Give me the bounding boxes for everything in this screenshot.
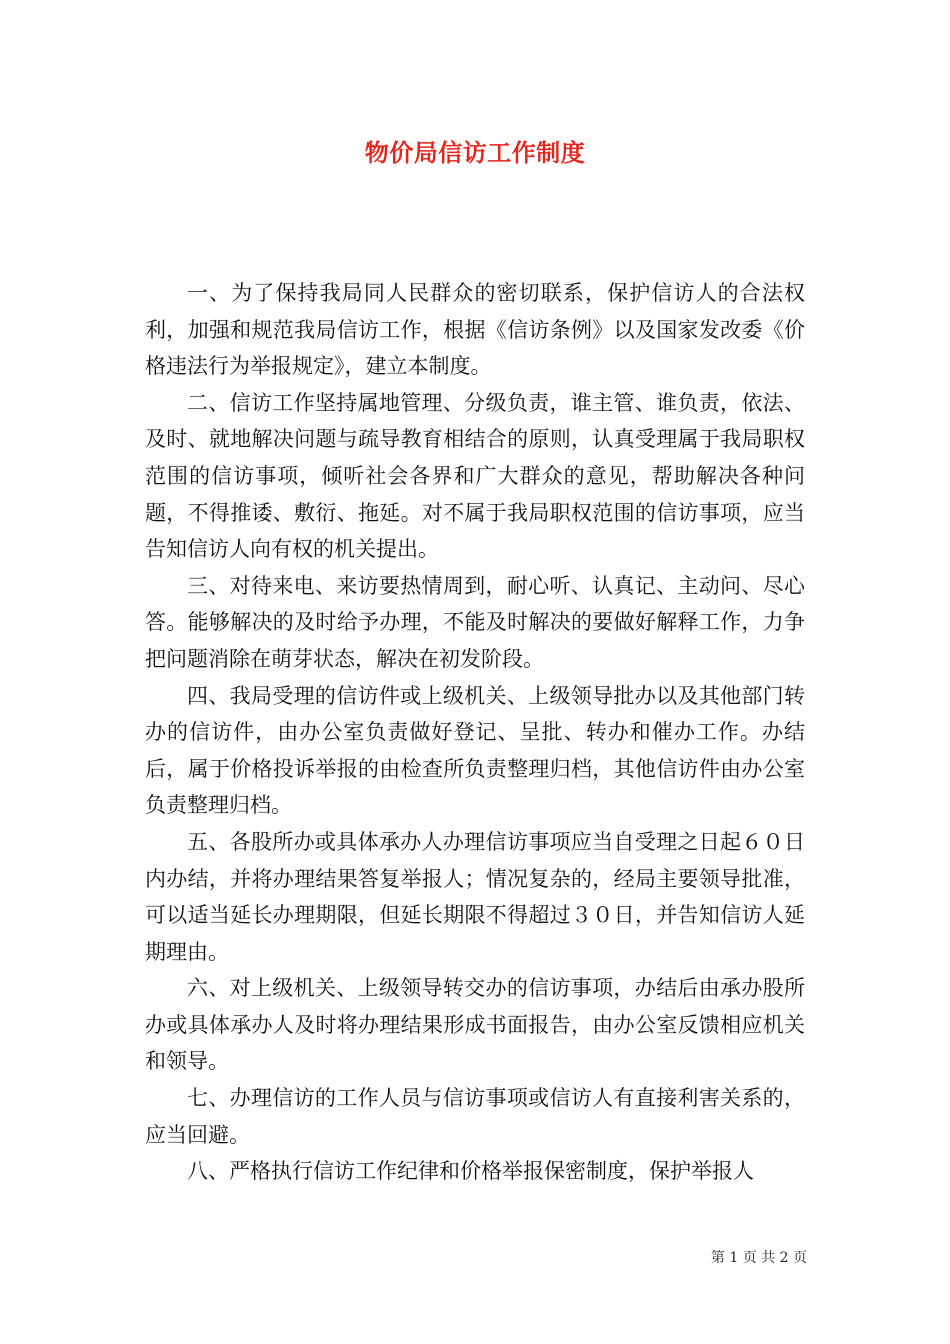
paragraph-4: 四、我局受理的信访件或上级机关、上级领导批办以及其他部门转办的信访件，由办公室负责做好登记、呈批、转办和催办工作。办结后，属于价格投诉举报的由检查所负责整理归档，其他信访件由办公室负责整理归档。 (145, 683, 805, 818)
page-number-footer: 第 1 页 共 2 页 (710, 1250, 807, 1266)
paragraph-7: 七、办理信访的工作人员与信访事项或信访人有直接利害关系的，应当回避。 (145, 1086, 805, 1147)
document-title: 物价局信访工作制度 (364, 138, 586, 167)
paragraph-6: 六、对上级机关、上级领导转交办的信访事项，办结后由承办股所办或具体承办人及时将办理结果形成书面报告，由办公室反馈相应机关和领导。 (145, 976, 805, 1074)
paragraph-2: 二、信访工作坚持属地管理、分级负责，谁主管、谁负责，依法、及时、就地解决问题与疏导教育相结合的原则，认真受理属于我局职权范围的信访事项，倾听社会各界和广大群众的意见，帮助解决各种问题，不得推诿、敷衍、拖延。对不属于我局职权范围的信访事项，应当告知信访人向有权的机关提出。 (145, 390, 805, 562)
paragraph-1: 一、为了保持我局同人民群众的密切联系，保护信访人的合法权利，加强和规范我局信访工作，根据《信访条例》以及国家发改委《价格违法行为举报规定》，建立本制度。 (145, 281, 805, 379)
paragraph-5: 五、各股所办或具体承办人办理信访事项应当自受理之日起６０日内办结，并将办理结果答复举报人；情况复杂的，经局主要领导批准，可以适当延长办理期限，但延长期限不得超过３０日，并告知信访人延期理由。 (145, 829, 805, 964)
document-body (145, 275, 805, 1190)
paragraph-8: 八、严格执行信访工作纪律和价格举报保密制度，保护举报人 (187, 1159, 754, 1184)
paragraph-3: 三、对待来电、来访要热情周到，耐心听、认真记、主动问、尽心答。能够解决的及时给予办理，不能及时解决的要做好解释工作，力争把问题消除在萌芽状态，解决在初发阶段。 (145, 573, 805, 671)
